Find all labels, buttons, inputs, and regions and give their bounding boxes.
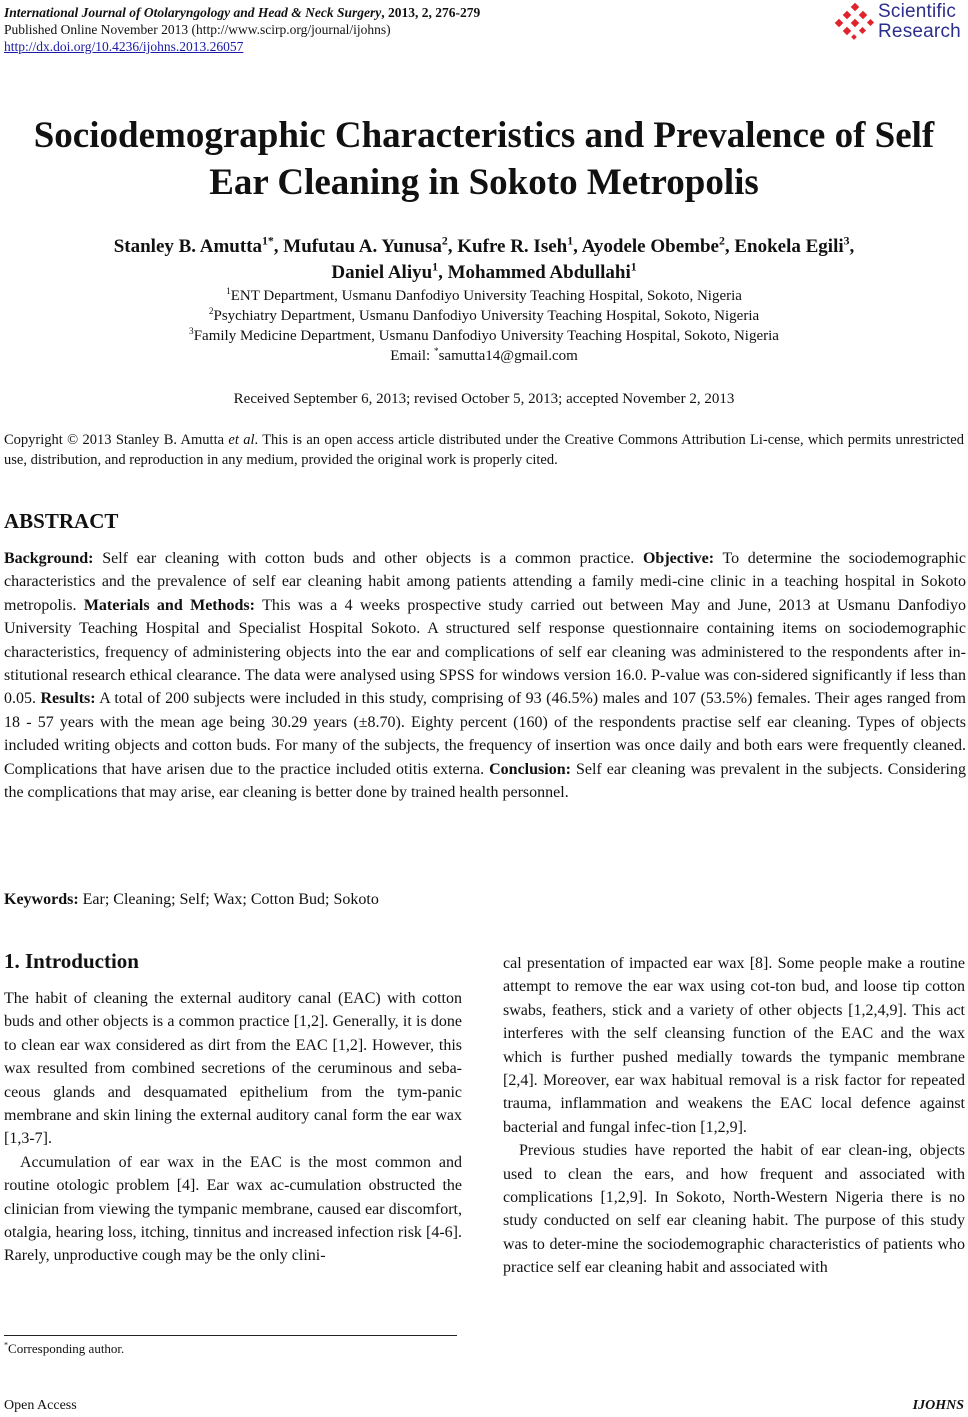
received-dates: Received September 6, 2013; revised October 5, 2013; accepted November 2, 2013 [233,391,735,407]
copyright-notice: Copyright © 2013 Stanley B. Amutta et al. This is an open access article distributed under the Creative Commons Attribution Li-cense, which permits unrestricted use, distribution, and reproduction in any medium, provided the original work is properly cited. [4,432,964,468]
author-list: Stanley B. Amutta$^{1*}$, Mufutau A. Yunusa$^2$, Kufre R. Iseh$^1$, Ayodele Obembe$^2$, Enokela Egili$^3$, Daniel Aliyu$^1$, Mohammed Abdullahi$^1$ [113,234,855,283]
paragraph: cal presentation of impacted ear wax [8]. Some people make a routine attempt to remove the ear wax using cot-ton bud, and loose tip cotton swabs, feathers, stick and a variety of other objects [1,2,4,9]. This act interferes with the self cleansing function of the EAC and the wax which is further pushed medially towards the tympanic membrane [2,4]. Moreover, ear wax habitual removal is a risk factor for repeated trauma, inflammation and weakens the EAC local defence against bacterial and fungal infec-tion [1,2,9]. [503,955,965,1136]
email-line: Email: *samutta14@gmail.com [390,347,578,364]
left-column [4,987,462,1268]
journal-name: International Journal of Otolaryngology and Head & Neck Surgery [4,5,382,20]
affiliation-2: $^2$Psychiatry Department, Usmanu Danfodiyo University Teaching Hospital, Sokoto, Nigeria [208,307,760,324]
published-line: Published Online November 2013 (http://www.scirp.org/journal/ijohns) [4,22,391,37]
logo-line1: Scientific [878,1,957,22]
doi-link[interactable]: http://dx.doi.org/10.4236/ijohns.2013.26057 [4,39,244,54]
abstract-heading: ABSTRACT [4,509,119,533]
section-heading-introduction: 1. Introduction [4,949,139,973]
logo-dots-icon [834,2,876,42]
email-address[interactable]: samutta14@gmail.com [438,348,578,364]
affiliation-3: $^3$Family Medicine Department, Usmanu Danfodiyo University Teaching Hospital, Sokoto, Nigeria [189,327,779,344]
paragraph: Previous studies have reported the habit of ear clean-ing, objects used to clean the ears, and how frequent and associated with complications [1,2,9]. In Sokoto, North-Western Nigeria there is no study conducted on self ear cleaning habit. The purpose of this study was to deter-mine the sociodemographic characteristics of patients who practice self ear cleaning habit and associated with [503,1142,965,1277]
scientific-research-logo[interactable] [834,2,964,46]
keywords: Keywords: Ear; Cleaning; Self; Wax; Cotton Bud; Sokoto [4,891,379,908]
abstract-body: Background: Self ear cleaning with cotton buds and other objects is a common practice. Objective: To determine the sociodemographic characteristics and the prevalence of self ear cleaning habit among patients attending a family medi-cine clinic in a teaching hospital in Sokoto metropolis. Materials and Methods: This was a 4 weeks prospective study carried out between May and June, 2013 at Usmanu Danfodiyo University Teaching Hospital and Specialist Hospital Sokoto. A structured self response questionnaire containing items on sociodemographic characteristics, frequency of administering objects into the ear and complications of self ear cleaning was administered to the respondents after in-stitutional research ethical clearance. The data were analysed using SPSS for windows version 16.0. P-value was con-sidered significantly if less than 0.05. Results: A total of 200 subjects were included in this study, comprising of 93 (46.5%) males and 107 (53.5%) females. Their ages ranged from 18 - 57 years with the mean age being 30.29 years (±8.70). Eighty percent (160) of the respondents practise self ear cleaning. Types of objects included writing objects and cotton buds. For many of the subjects, the frequency of insertion was once daily and both ears were frequently cleaned. Complications that have arisen due to the practice included otitis externa. Conclusion: Self ear cleaning was prevalent in the subjects. Considering the complications that may arise, ear cleaning is better done by trained health personnel. [4,550,967,802]
journal-volume: , 2013, 2, 276-279 [381,5,481,20]
paragraph: Accumulation of ear wax in the EAC is the most common and routine otologic problem [4]. Ear wax ac-cumulation obstructed the clinician from viewing the tympanic membrane, caused ear discomfort, otalgia, hearing loss, itching, tinnitus and increased infection risk [4-6]. Rarely, unproductive cough may be the only clini- [4,1153,462,1265]
affiliation-1: $^1$ENT Department, Usmanu Danfodiyo University Teaching Hospital, Sokoto, Nigeria [226,287,742,304]
right-column [503,952,965,1280]
journal-header [4,4,480,55]
footnote: *Corresponding author. [4,1340,125,1356]
paragraph: The habit of cleaning the external auditory canal (EAC) with cotton buds and other objects is a common practice [1,2]. Generally, it is done to clean ear wax considered as dirt from the EAC [1,2]. However, this wax resulted from combined secretions of the ceruminous and seba-ceous glands and desquamated epithelium from the tym-panic membrane and skin lining the external auditory canal form the ear wax [1,3-7]. [4,990,462,1148]
affiliations [0,286,968,366]
footer-journal-abbrev: IJOHNS [912,1398,964,1413]
footer-open-access: Open Access [4,1398,77,1413]
paper-title: Sociodemographic Characteristics and Prevalence of Self Ear Cleaning in Sokoto Metropolis [33,115,935,203]
logo-line2: Research [878,21,961,42]
footnote-divider [4,1335,457,1336]
